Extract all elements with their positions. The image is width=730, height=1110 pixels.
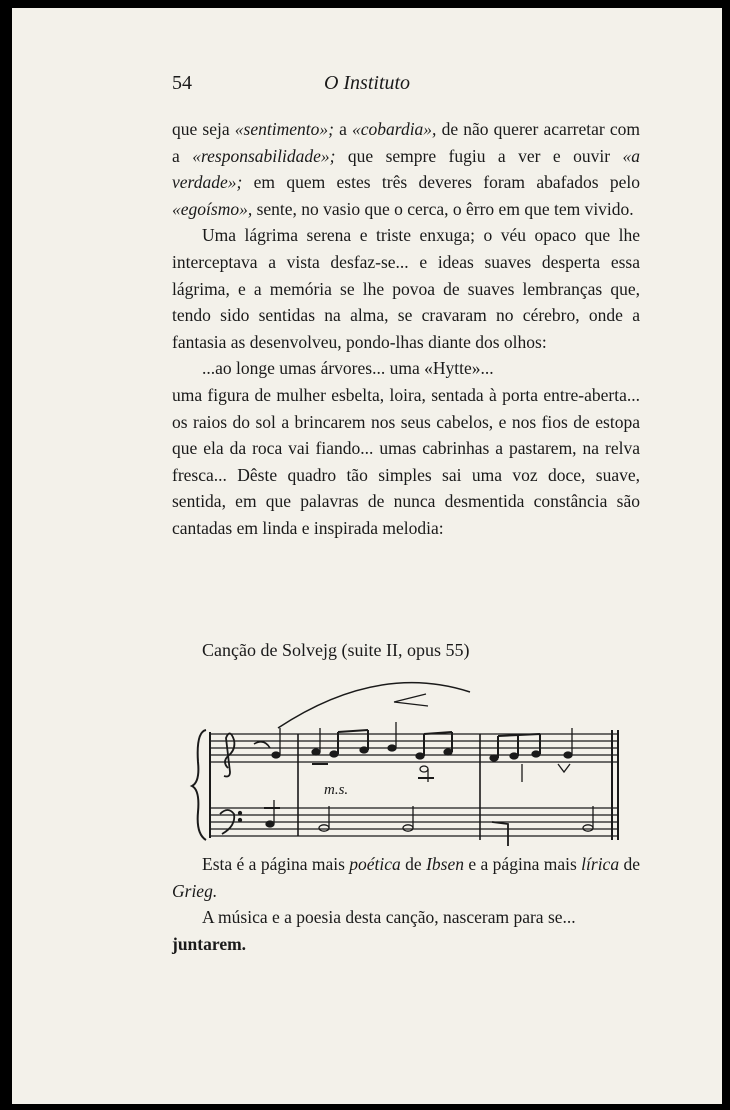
paragraph-1-run-1: «sentimento»; [234,119,340,139]
closing-paragraph-1 [172,851,640,904]
closing-paragraph-1-run-4: e a página mais [464,854,582,874]
closing-paragraph-1-run-0: Esta é a página mais [202,854,350,874]
paragraph-1-run-0: que seja [172,119,235,139]
score-annotation: m.s. [324,782,349,798]
page-header [12,72,722,102]
paragraph-1-run-9: «egoísmo», [172,198,257,219]
system-brace [192,730,206,840]
paragraph-1-run-7: «a verdade»; [172,145,640,193]
paragraph-1-run-4: de não querer acarretar com a [172,119,640,166]
closing-paragraph-1-run-5: lírica [581,854,620,874]
body-text [172,116,640,542]
phrase-slur [278,683,470,728]
paragraph-1-run-2: a [339,119,353,139]
music-score [188,672,628,847]
paragraph-1-run-6: que sempre fugiu a ver e ouvir [347,145,623,166]
paragraph-2: Uma lágrima serena e triste enxuga; o véu opaco que lhe interceptava a vista desfaz-se... e ideas suaves desperta essa lágrima, e a memória se lhe povoa de suaves lembranças que, tendo sido sentidas na alma, se cravaram no cérebro, onde a fantasia as desenvolveu, pondo-lhas diante dos olhos: [172,225,640,352]
paragraph-1-run-8: em quem estes três deveres foram abafados pelo [253,172,640,193]
closing-paragraph-2 [172,904,640,957]
closing-paragraph-1-run-2: de [400,854,427,874]
hairpin [394,694,428,706]
closing-text [172,851,640,957]
closing-final-word: juntarem. [172,933,247,954]
running-title: O Instituto [323,72,411,94]
music-caption: Canção de Solvejg (suite II, opus 55) [202,640,470,660]
closing-paragraph-1-run-7: Grieg. [172,880,218,901]
book-page [12,8,722,1104]
paragraph-1-run-3: «cobardia», [352,119,442,139]
page-number: 54 [172,72,192,94]
closing-paragraph-2-text: A música e a poesia desta canção, nasceram para se... [202,907,576,928]
paragraph-1-run-10: sente, no vasio que o cerca, o êrro em que tem vivido. [256,198,634,219]
paragraph-4: uma figura de mulher esbelta, loira, sentada à porta entre-aberta... os raios do sol a brincarem nos seus cabelos, e nos fios de estopa que ela da roca vai fiando... umas cabrinhas a pastarem, na relva fresca... Dêste quadro tão simples sai uma voz doce, suave, sentida, em que palavras de nunca desmentida constância são cantadas em linda e inspirada melodia: [172,384,640,538]
closing-paragraph-1-run-3: Ibsen [426,854,464,874]
closing-paragraph-1-run-1: poética [349,854,401,874]
paragraph-1-run-5: «responsabilidade»; [192,145,348,166]
paragraph-1 [172,116,640,222]
paragraph-3: ...ao longe umas árvores... uma «Hytte»... [202,358,494,379]
treble-staff [210,734,618,762]
closing-paragraph-1-run-6: de [619,854,640,874]
